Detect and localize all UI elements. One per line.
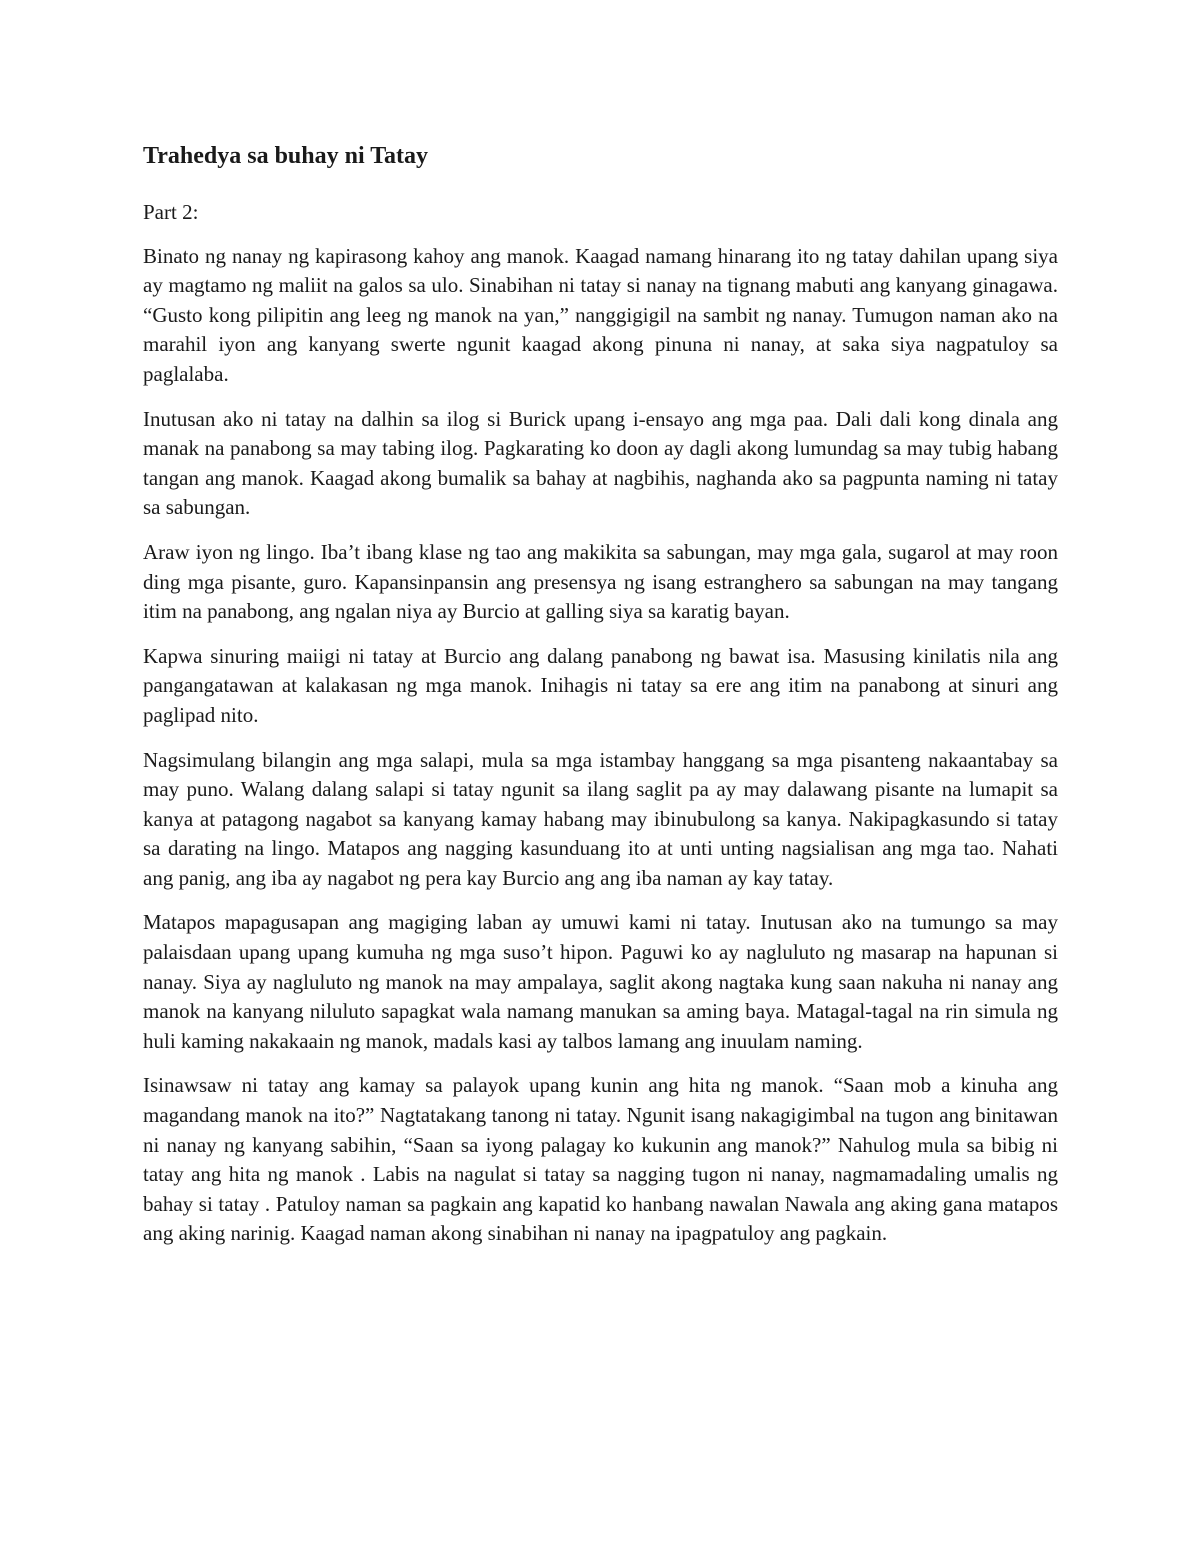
paragraph-4: Kapwa sinuring maiigi ni tatay at Burcio ang dalang panabong ng bawat isa. Masusing kinilatis nila ang pangangatawan at kalakasan ng mga manok. Inihagis ni tatay sa ere ang itim na panabong at sinuri ang paglipad nito. xyxy=(143,643,1058,727)
part-label: Part 2: xyxy=(143,200,199,224)
document-body xyxy=(143,140,1058,1264)
document-title: Trahedya sa buhay ni Tatay xyxy=(143,143,428,169)
paragraph-3: Araw iyon ng lingo. Iba’t ibang klase ng tao ang makikita sa sabungan, may mga gala, sugarol at may roon ding mga pisante, guro. Kapansinpansin ang presensya ng isang estranghero sa sabungan na may tangang itim na panabong, ang ngalan niya ay Burcio at galling siya sa karatig bayan. xyxy=(143,539,1058,624)
paragraph-2: Inutusan ako ni tatay na dalhin sa ilog si Burick upang i-ensayo ang mga paa. Dali dali kong dinala ang manak na panabong sa may tabing ilog. Pagkarating ko doon ay dagli akong lumundag sa may tubig habang tangan ang manok. Kaagad akong bumalik sa bahay at nagbihis, naghanda ako sa pagpunta naming ni tatay sa sabungan. xyxy=(143,406,1058,520)
paragraph-5: Nagsimulang bilangin ang mga salapi, mula sa mga istambay hanggang sa mga pisanteng nakaantabay sa may puno. Walang dalang salapi si tatay ngunit sa ilang saglit pa ay may dalawang pisante na lumapit sa kanya at patagong nagabot sa kanyang kamay habang may ibinubulong sa kanya. Nakipagkasundo si tatay sa darating na lingo. Matapos ang nagging kasunduang ito at unti unting nagsialisan ang mga tao. Nahati ang panig, ang iba ay nagabot ng pera kay Burcio ang ang iba naman ay kay tatay. xyxy=(143,747,1058,890)
paragraph-7: Isinawsaw ni tatay ang kamay sa palayok upang kunin ang hita ng manok. “Saan mob a kinuha ang magandang manok na ito?” Nagtatakang tanong ni tatay. Ngunit isang nakagigimbal na tugon ang binitawan ni nanay ng kanyang sabihin, “Saan sa iyong palagay ko kukunin ang manok?” Nahulog mula sa bibig ni tatay ang hita ng manok . Labis na nagulat si tatay sa nagging tugon ni nanay, nagmamadaling umalis ng bahay si tatay . Patuloy naman sa pagkain ang kapatid ko hanbang nawalan Nawala ang aking gana matapos ang aking narinig. Kaagad naman akong sinabihan ni nanay na ipagpatuloy ang pagkain. xyxy=(143,1073,1058,1246)
paragraph-1: Binato ng nanay ng kapirasong kahoy ang manok. Kaagad namang hinarang ito ng tatay dahilan upang siya ay magtamo ng maliit na galos sa ulo. Sinabihan ni tatay si nanay na tignang mabuti ang kanyang ginagawa. “Gusto kong pilipitin ang leeg ng manok na yan,” nanggigigil na sambit ng nanay. Tumugon naman ako na marahil iyon ang kanyang swerte ngunit kaagad akong pinuna ni nanay, at saka siya nagpatuloy sa paglalaba. xyxy=(143,243,1058,386)
paragraph-6: Matapos mapagusapan ang magiging laban ay umuwi kami ni tatay. Inutusan ako na tumungo sa may palaisdaan upang upang kumuha ng mga suso’t hipon. Paguwi ko ay nagluluto ng masarap na hapunan si nanay. Siya ay nagluluto ng manok na may ampalaya, saglit akong nagtaka kung saan nakuha ni nanay ang manok na kanyang niluluto sapagkat wala namang manukan sa aming baya. Matagal-tagal na rin simula ng huli kaming nakakaain ng manok, madals kasi ay talbos lamang ang inuulam naming. xyxy=(143,910,1058,1053)
